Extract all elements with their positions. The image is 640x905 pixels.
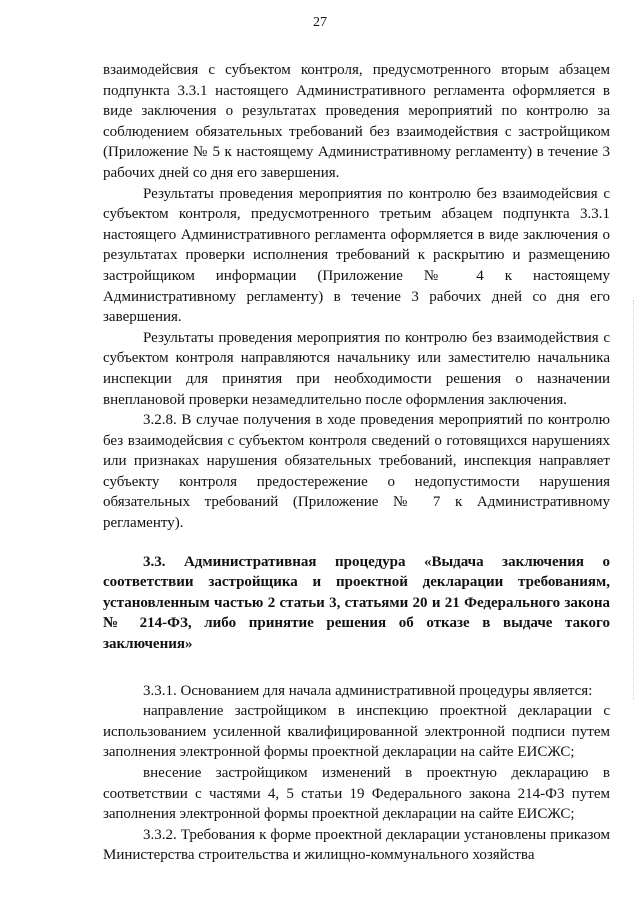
paragraph-3-3-1: 3.3.1. Основанием для начала административной процедуры является: [143, 682, 593, 699]
section-heading-3-3: 3.3. Административная процедура «Выдача заключения о соответствии застройщика и проектной декларации требованиям, установленным частью 2 статьи 3, статьями 20 и 21 Федерального закона № 214-ФЗ, либо принятие решения об отказе в выдаче такого заключения» [103, 553, 610, 653]
list-item-declaration-changes: внесение застройщиком изменений в проектную декларацию в соответствии с частями 4, 5 статьи 19 Федерального закона 214-ФЗ путем заполнения электронной формы проектной декларации на сайте ЕИСЖС; [103, 765, 610, 823]
list-item-declaration-submission: направление застройщиком в инспекцию проектной декларации с использованием усиленной квалифицированной электронной подписи путем заполнения электронной формы проектной декларации на сайте ЕИСЖС; [103, 703, 610, 761]
scan-edge-mark [632, 300, 634, 700]
document-body [103, 60, 610, 866]
paragraph-3-2-8: 3.2.8. В случае получения в ходе проведения мероприятий по контролю без взаимодейсвия с субъектом контроля сведений о готовящихся нарушениях или признаках нарушения обязательных требований, инспекция направляет субъекту контроля предостережение о недопустимости нарушения обязательных требований (Приложение № 7 к Административному регламенту). [103, 412, 610, 532]
paragraph-results-to-chief: Результаты проведения мероприятия по контролю без взаимодействия с субъектом контроля направляются начальнику или заместителю начальника инспекции для принятия при необходимости решения о назначении внеплановой проверки незамедлительно после оформления заключения. [103, 329, 610, 408]
paragraph-3-3-2: 3.3.2. Требования к форме проектной декларации установлены приказом Министерства строительства и жилищно-коммунального хозяйства [103, 826, 610, 864]
paragraph-results-info-disclosure: Результаты проведения мероприятия по контролю без взаимодейсвия с субъектом контроля, предусмотренного третьим абзацем подпункта 3.3.1 настоящего Административного регламента оформляется в виде заключения о результатах проверки исполнения требований к раскрытию и размещению застройщиком информации (Приложение № 4 к настоящему Административному регламенту) в течение 3 рабочих дней со дня его завершения. [103, 185, 610, 326]
paragraph-continuation: взаимодейсвия с субъектом контроля, предусмотренного вторым абзацем подпункта 3.3.1 настоящего Административного регламента оформляется в виде заключения о результатах проведения мероприятий по контролю за соблюдением обязательных требований без взаимодействия с застройщиком (Приложение № 5 к настоящему Административному регламенту) в течение 3 рабочих дней со дня его завершения. [103, 62, 610, 181]
page-number: 27 [313, 15, 327, 30]
